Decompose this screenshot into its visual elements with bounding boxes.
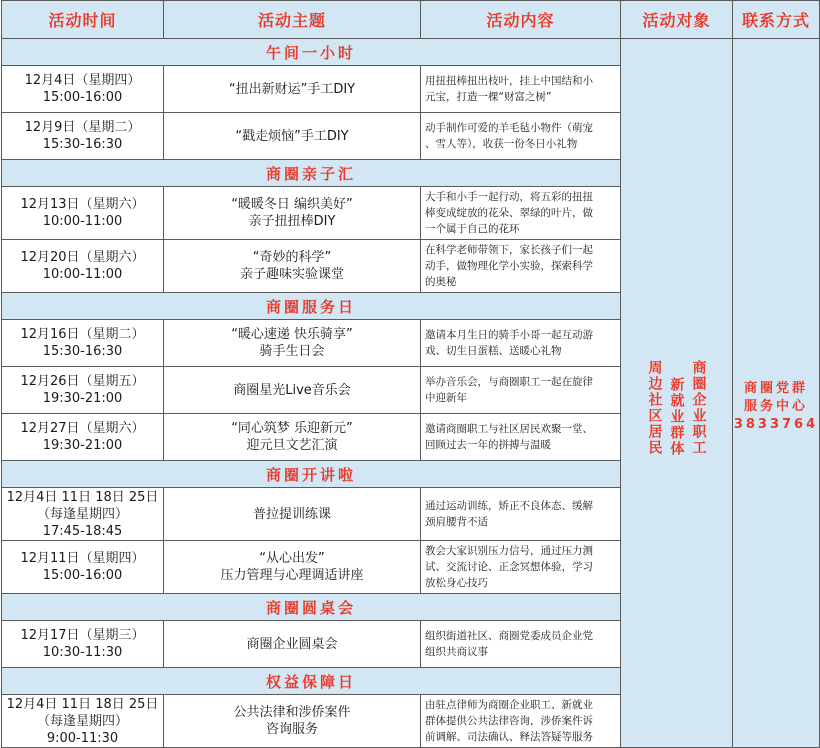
contact-phone: 3833764 (733, 417, 819, 432)
content-text: 元宝，打造一棵“财富之树” (425, 91, 552, 103)
time-text: 12月17日（星期三） (20, 628, 145, 643)
activity-theme (164, 541, 421, 594)
time-text: 12月9日（星期二） (24, 120, 141, 135)
content-text: 一个属于自己的花环 (425, 223, 520, 235)
content-text: 、雪人等），收获一份冬日小礼物 (425, 138, 578, 150)
time-text: 12月27日（星期六） (20, 421, 145, 436)
activity-theme (164, 240, 421, 293)
audience-group-col3: 周边社区居民 (646, 360, 663, 456)
activity-theme (164, 320, 421, 367)
theme-text: 骑手生日会 (259, 344, 325, 359)
time-text: 17:45-18:45 (42, 523, 123, 539)
contact-info (733, 380, 819, 434)
audience-cell (621, 39, 733, 748)
activity-theme (164, 367, 421, 414)
theme-text: 亲子扭扭棒DIY (248, 214, 336, 229)
content-text: 动手制作可爱的羊毛毡小物件（萌宠 (425, 122, 593, 134)
activity-theme (164, 488, 421, 541)
activity-content (421, 621, 621, 668)
content-text: 群体提供公共法律咨询，涉侨案件诉 (425, 715, 593, 727)
activity-theme (164, 621, 421, 668)
time-text: 12月4日（星期四） (24, 73, 141, 88)
activity-content (421, 113, 621, 160)
activity-schedule-table (1, 0, 820, 748)
content-text: 戏、切生日蛋糕、送暖心礼物 (425, 345, 562, 357)
activity-content (421, 541, 621, 594)
audience-group-col2: 新就业群体 (668, 377, 685, 457)
activity-time (2, 66, 164, 113)
content-text: 用扭扭棒扭出枝叶，挂上中国结和小 (425, 75, 593, 87)
contact-cell (733, 39, 820, 748)
section-title: 午间一小时 (2, 39, 621, 66)
content-text: 回顾过去一年的拼搏与温暖 (425, 439, 551, 451)
time-text: 10:00-11:00 (42, 214, 123, 229)
content-text: 中迎新年 (425, 392, 467, 404)
contact-org: 服务中心 (743, 399, 808, 414)
theme-text: 迎元旦文艺汇演 (246, 438, 338, 453)
content-text: 邀请本月生日的骑手小哥一起互动游 (425, 329, 593, 341)
activity-time (2, 240, 164, 293)
time-text: 19:30-21:00 (42, 391, 123, 406)
activity-content (421, 66, 621, 113)
time-text: 12月4日 11日 18日 25日 (6, 696, 159, 712)
time-text: 19:30-21:00 (42, 438, 123, 453)
theme-text: 压力管理与心理调适讲座 (220, 568, 364, 583)
activity-content (421, 488, 621, 541)
content-text: 在科学老师带领下，家长孩子们一起 (425, 244, 593, 256)
time-text: 12月4日 11日 18日 25日 (6, 489, 159, 505)
activity-time (2, 488, 164, 541)
content-text: 举办音乐会，与商圈职工一起在旋律 (425, 376, 593, 388)
activity-time (2, 187, 164, 240)
theme-text: “扭出新财运”手工DIY (228, 81, 356, 97)
activity-time (2, 113, 164, 160)
audience-vertical-text (621, 359, 732, 457)
content-text: 动手，做物理化学小实验，探索科学 (425, 260, 593, 272)
activity-theme (164, 187, 421, 240)
content-text: 棒变成绽放的花朵、翠绿的叶片，做 (425, 207, 593, 219)
theme-text: 普拉提训练课 (252, 506, 331, 522)
content-text: 颈肩腰背不适 (425, 516, 488, 528)
time-text: 15:00-16:00 (42, 90, 123, 105)
theme-text: “暖暖冬日 编织美好” (231, 197, 353, 212)
section-title: 商圈开讲啦 (2, 461, 621, 488)
activity-content (421, 367, 621, 414)
content-text: 试、交流讨论、正念冥想体验，学习 (425, 561, 593, 573)
content-text: 的奥秘 (425, 276, 457, 288)
audience-group-col1: 商圈企业职工 (690, 360, 707, 456)
time-text: （每逢星期四） (36, 713, 128, 729)
activity-content (421, 240, 621, 293)
activity-time (2, 541, 164, 594)
activity-time (2, 320, 164, 367)
header-content: 活动内容 (421, 1, 621, 39)
time-text: 15:00-16:00 (42, 568, 123, 583)
theme-text: 商圈星光Live音乐会 (233, 382, 351, 398)
time-text: 15:30-16:30 (42, 344, 123, 359)
activity-theme (164, 66, 421, 113)
time-text: 12月20日（星期六） (20, 250, 145, 265)
activity-time (2, 621, 164, 668)
section-header-row (2, 39, 820, 66)
content-text: 邀请商圈职工与社区居民欢聚一堂、 (425, 423, 593, 435)
content-text: 教会大家识别压力信号，通过压力测 (425, 545, 593, 557)
contact-org: 商圈党群 (743, 381, 808, 396)
theme-text: “奇妙的科学” (252, 250, 332, 265)
header-audience: 活动对象 (621, 1, 733, 39)
content-text: 前调解、司法确认、释法答疑等服务 (425, 731, 593, 743)
activity-time (2, 414, 164, 461)
theme-text: 亲子趣味实验课堂 (239, 267, 344, 282)
time-text: （每逢星期四） (36, 506, 128, 522)
time-text: 12月16日（星期二） (20, 327, 145, 342)
content-text: 大手和小手一起行动，将五彩的扭扭 (425, 191, 593, 203)
section-title: 权益保障日 (2, 668, 621, 695)
section-title: 商圈亲子汇 (2, 160, 621, 187)
content-text: 组织共商议事 (425, 646, 488, 658)
time-text: 9:00-11:30 (46, 730, 119, 746)
activity-theme (164, 414, 421, 461)
time-text: 10:30-11:30 (42, 645, 123, 660)
time-text: 12月26日（星期五） (20, 374, 145, 389)
theme-text: “戳走烦恼”手工DIY (235, 128, 349, 144)
header-contact: 联系方式 (733, 1, 820, 39)
content-text: 通过运动训练，矫正不良体态、缓解 (425, 500, 593, 512)
activity-theme (164, 113, 421, 160)
time-text: 12月13日（星期六） (20, 197, 145, 212)
activity-content (421, 320, 621, 367)
activity-theme (164, 695, 421, 748)
schedule-body (2, 39, 820, 748)
time-text: 10:00-11:00 (42, 267, 123, 282)
content-text: 放松身心技巧 (425, 577, 488, 589)
activity-content (421, 695, 621, 748)
theme-text: “暖心速递 快乐骑享” (231, 327, 353, 342)
header-time: 活动时间 (2, 1, 164, 39)
content-text: 组织街道社区、商圈党委成员企业党 (425, 630, 593, 642)
theme-text: “从心出发” (259, 551, 325, 566)
header-row (2, 1, 820, 39)
activity-content (421, 187, 621, 240)
activity-time (2, 367, 164, 414)
time-text: 12月11日（星期四） (20, 551, 145, 566)
activity-time (2, 695, 164, 748)
section-title: 商圈圆桌会 (2, 594, 621, 621)
theme-text: “同心筑梦 乐迎新元” (231, 421, 353, 436)
theme-text: 咨询服务 (265, 722, 318, 737)
header-theme: 活动主题 (164, 1, 421, 39)
section-title: 商圈服务日 (2, 293, 621, 320)
time-text: 15:30-16:30 (42, 137, 123, 152)
activity-content (421, 414, 621, 461)
theme-text: 公共法律和涉侨案件 (233, 705, 351, 720)
content-text: 由驻点律师为商圈企业职工、新就业 (425, 699, 593, 711)
theme-text: 商圈企业圆桌会 (246, 636, 338, 652)
